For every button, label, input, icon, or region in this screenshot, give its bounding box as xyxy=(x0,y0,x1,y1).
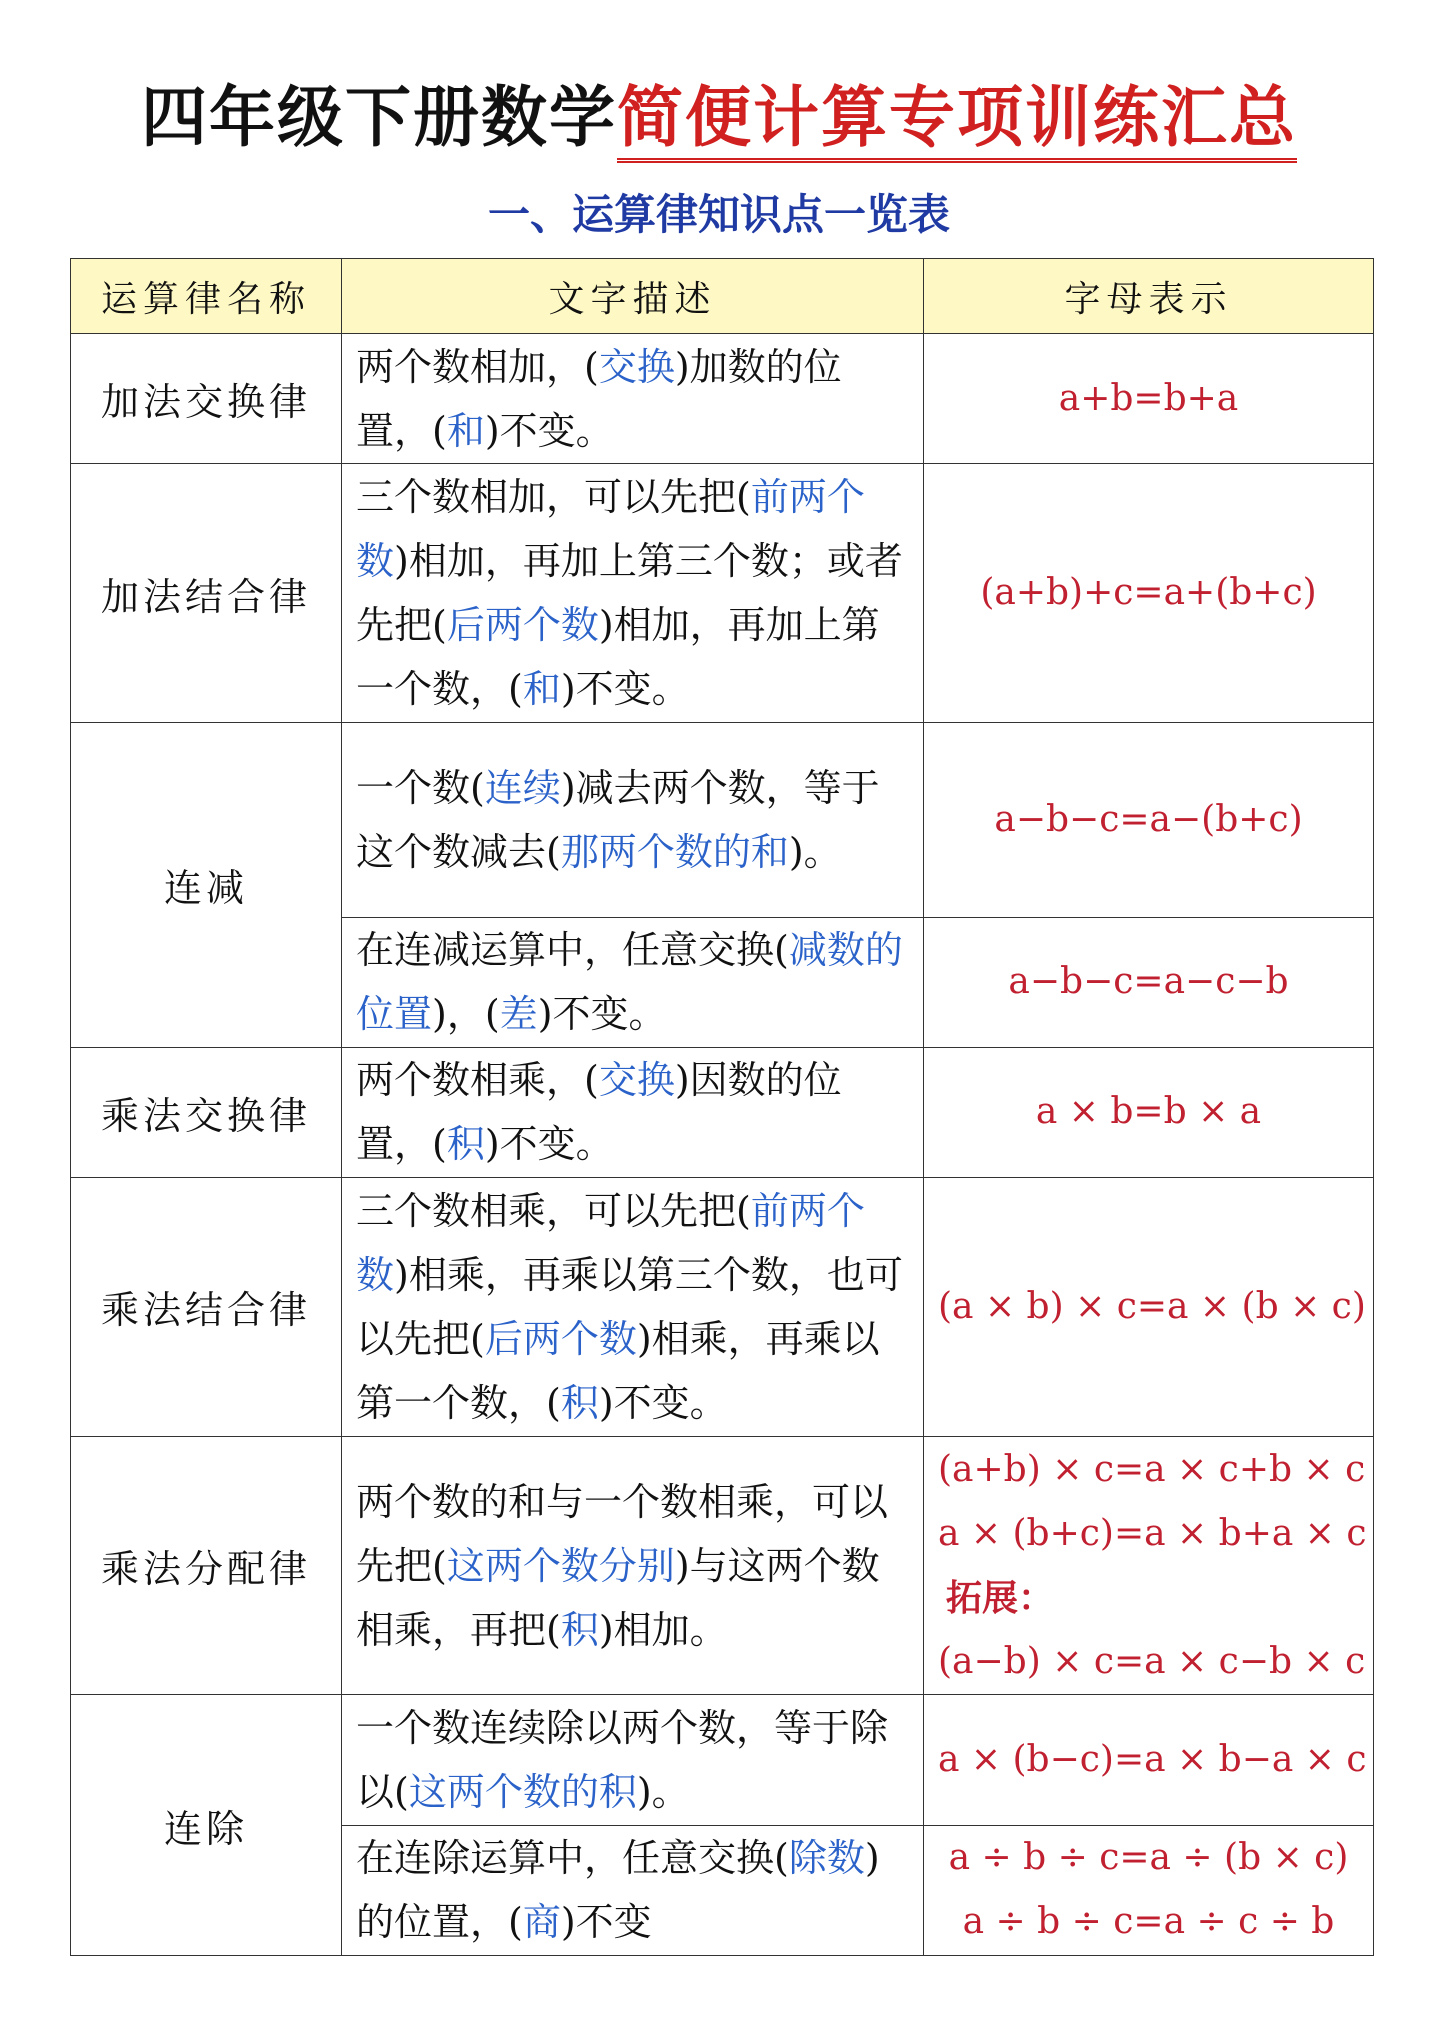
law-description: 在连除运算中，任意交换(除数)的位置，(商)不变 xyxy=(342,1825,924,1955)
law-formula: a+b=b+a xyxy=(924,334,1374,464)
law-description: 两个数的和与一个数相乘，可以先把(这两个数分别)与这两个数相乘，再把(积)相加。 xyxy=(342,1436,924,1695)
law-formula: a−b−c=a−(b+c) xyxy=(924,723,1374,917)
answer-blank: 商 xyxy=(522,1900,561,1945)
answer-blank: 积 xyxy=(560,1380,599,1425)
law-name: 加法结合律 xyxy=(71,464,342,723)
table-row xyxy=(71,1047,1374,1177)
law-description: 一个数连续除以两个数，等于除以(这两个数的积)。 xyxy=(342,1695,924,1825)
page-title xyxy=(0,78,1438,157)
law-name: 连减 xyxy=(71,723,342,1048)
table-row xyxy=(71,1695,1374,1825)
law-formula: (a+b) × c=a × c+b × c a × (b+c)=a × b+a × c 拓展： (a−b) × c=a × c−b × c xyxy=(924,1436,1374,1695)
answer-blank: 这两个数的积 xyxy=(408,1769,637,1814)
header-formula: 字母表示 xyxy=(924,259,1374,334)
extension-label: 拓展： xyxy=(946,1576,1055,1619)
law-formula: (a+b)+c=a+(b+c) xyxy=(924,464,1374,723)
section-subtitle: 一、运算律知识点一览表 xyxy=(487,190,950,239)
answer-blank: 前两个数 xyxy=(356,475,865,584)
table-row xyxy=(71,464,1374,723)
answer-blank: 除数 xyxy=(788,1836,865,1881)
answer-blank: 和 xyxy=(446,408,485,453)
law-name: 乘法分配律 xyxy=(71,1436,342,1695)
answer-blank: 前两个数 xyxy=(356,1188,865,1297)
answer-blank: 交换 xyxy=(598,1058,675,1103)
page-title-highlight: 简便计算专项训练汇总 xyxy=(617,79,1297,163)
law-formula: a × (b−c)=a × b−a × c xyxy=(924,1695,1374,1825)
law-formula: (a × b) × c=a × (b × c) xyxy=(924,1178,1374,1437)
answer-blank: 那两个数的和 xyxy=(560,829,789,874)
answer-blank: 后两个数 xyxy=(446,603,599,648)
law-description: 三个数相加，可以先把(前两个数)相加，再加上第三个数；或者先把(后两个数)相加，再加上第一个数，(和)不变。 xyxy=(342,464,924,723)
table-row xyxy=(71,1178,1374,1437)
table-row xyxy=(71,1436,1374,1695)
law-description: 两个数相加，(交换)加数的位置，(和)不变。 xyxy=(342,334,924,464)
law-description: 一个数(连续)减去两个数，等于这个数减去(那两个数的和)。 xyxy=(342,723,924,917)
law-formula: a × b=b × a xyxy=(924,1047,1374,1177)
law-name: 连除 xyxy=(71,1695,342,1956)
header-law-name: 运算律名称 xyxy=(71,259,342,334)
answer-blank: 差 xyxy=(499,992,538,1037)
law-description: 在连减运算中，任意交换(减数的位置)，(差)不变。 xyxy=(342,917,924,1047)
law-name: 乘法交换律 xyxy=(71,1047,342,1177)
answer-blank: 积 xyxy=(560,1607,599,1652)
law-formula: a ÷ b ÷ c=a ÷ (b × c) a ÷ b ÷ c=a ÷ c ÷ b xyxy=(924,1825,1374,1955)
answer-blank: 积 xyxy=(446,1122,485,1167)
answer-blank: 交换 xyxy=(598,344,675,389)
law-description: 三个数相乘，可以先把(前两个数)相乘，再乘以第三个数，也可以先把(后两个数)相乘，再乘以第一个数，(积)不变。 xyxy=(342,1178,924,1437)
header-description: 文字描述 xyxy=(342,259,924,334)
answer-blank: 这两个数分别 xyxy=(446,1543,675,1588)
answer-blank: 连续 xyxy=(484,765,561,810)
law-formula: a−b−c=a−c−b xyxy=(924,917,1374,1047)
answer-blank: 减数的位置 xyxy=(356,928,903,1037)
law-name: 乘法结合律 xyxy=(71,1178,342,1437)
answer-blank: 和 xyxy=(522,667,561,712)
table-header-row xyxy=(71,259,1374,334)
table-row xyxy=(71,723,1374,917)
extension-formula: (a−b) × c=a × c−b × c xyxy=(938,1640,1366,1682)
answer-blank: 后两个数 xyxy=(484,1316,637,1361)
page-title-main: 四年级下册数学 xyxy=(141,79,617,156)
law-description: 两个数相乘，(交换)因数的位置，(积)不变。 xyxy=(342,1047,924,1177)
law-name: 加法交换律 xyxy=(71,334,342,464)
table-row xyxy=(71,334,1374,464)
operation-laws-table xyxy=(70,258,1374,1956)
